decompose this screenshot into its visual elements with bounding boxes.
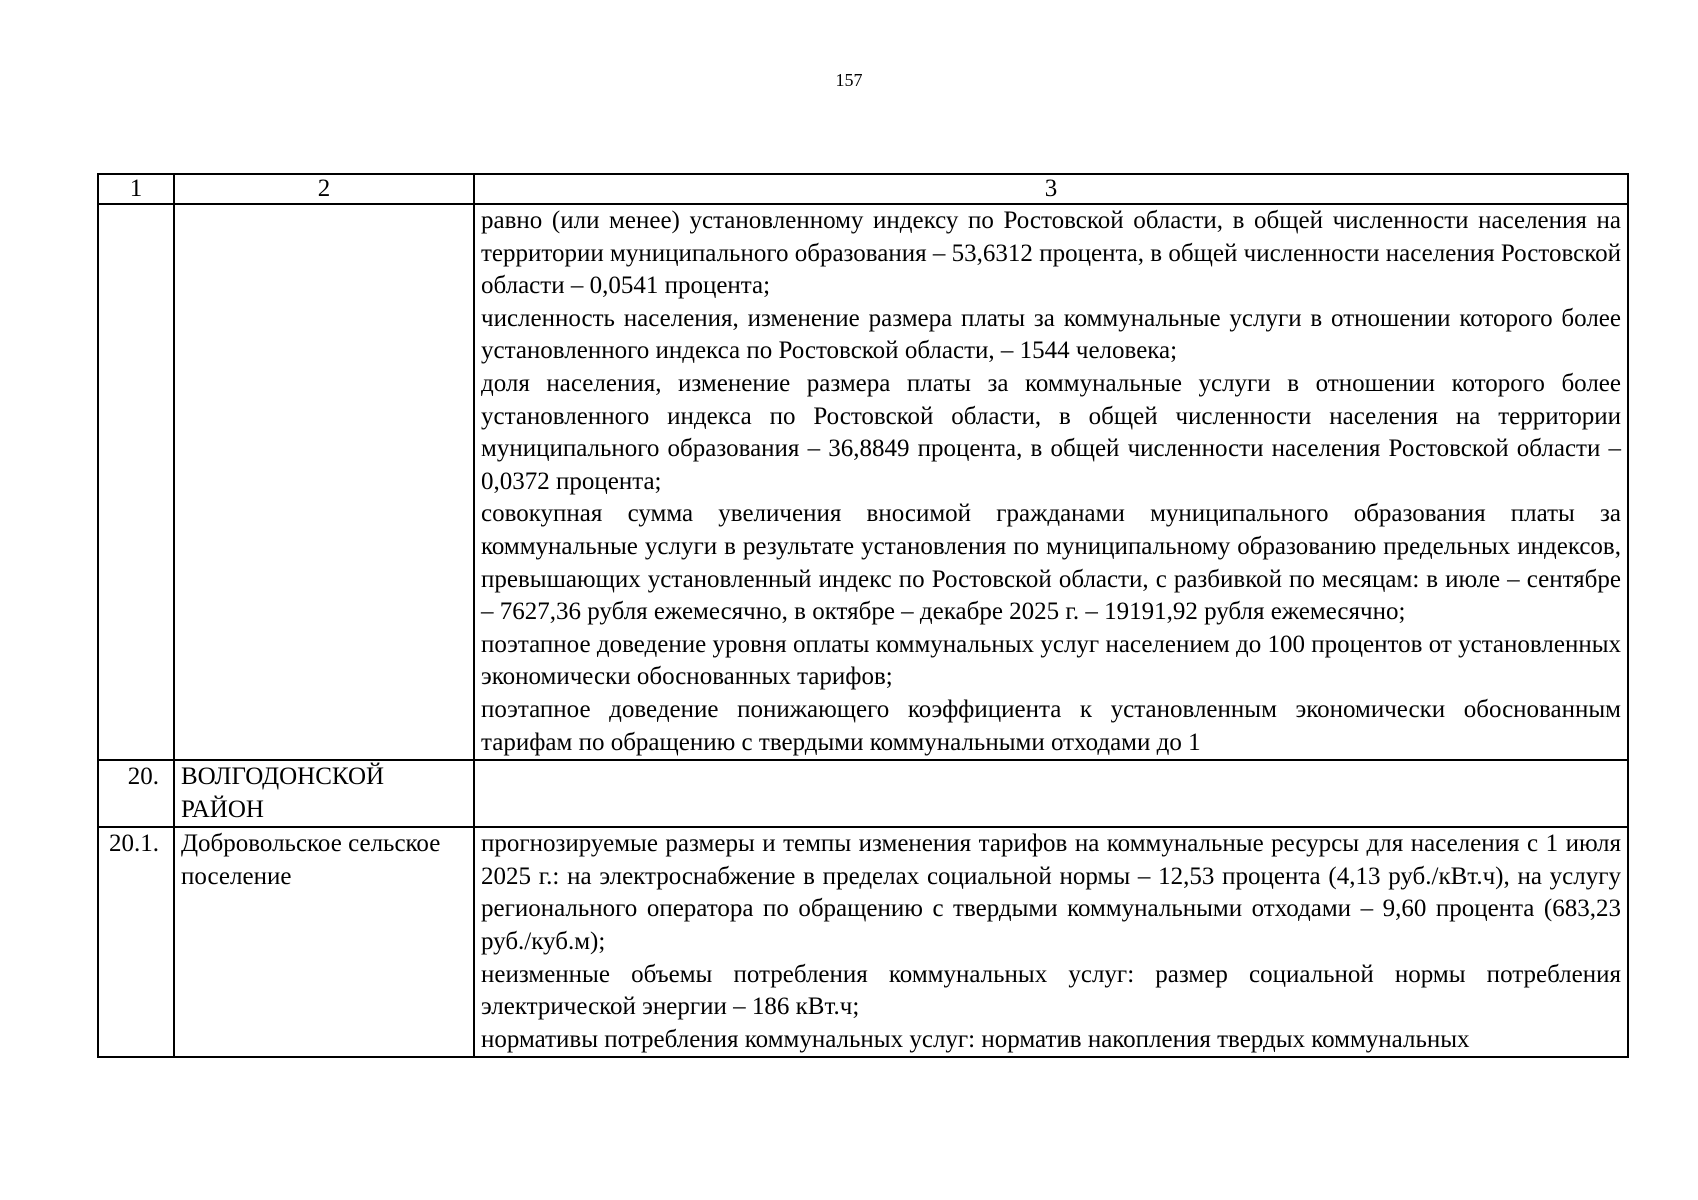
table-row-continuation	[98, 204, 1628, 760]
content-paragraph: нормативы потребления коммунальных услуг: норматив накопления твердых коммунальных	[481, 1025, 1470, 1053]
content-paragraph: численность населения, изменение размера платы за коммунальные услуги в отношении которого более установленного индекса по Ростовской области, – 1544 человека;	[481, 304, 1621, 365]
document-table	[97, 173, 1629, 1058]
content-paragraph: поэтапное доведение понижающего коэффициента к установленным экономически обоснованным тарифам по обращению с твердыми коммунальными отходами до 1	[481, 695, 1621, 756]
content-paragraph: прогнозируемые размеры и темпы изменения тарифов на коммунальные ресурсы для населения с 1 июля 2025 г.: на электроснабжение в пределах социальной нормы – 12,53 процента (4,13 руб./кВт.ч), на услугу регионального оператора по обращению с твердыми коммунальными отходами – 9,60 процента (683,23 руб./куб.м);	[481, 830, 1621, 956]
table-header-row	[98, 174, 1628, 204]
district-name-cell: ВОЛГОДОНСКОЙ РАЙОН	[174, 760, 474, 827]
content-paragraph: совокупная сумма увеличения вносимой гражданами муниципального образования платы за коммунальные услуги в результате установления по муниципальному образованию предельных индексов, превышающих установленный индекс по Ростовской области, с разбивкой по месяцам: в июле – сентябре – 7627,36 рубля ежемесячно, в октябре – декабре 2025 г. – 19191,92 рубля ежемесячно;	[481, 500, 1621, 626]
row-number-cell: 20.1.	[98, 827, 174, 1057]
row-content-cell	[474, 204, 1628, 760]
column-number-3: 3	[474, 174, 1628, 204]
column-number-1: 1	[98, 174, 174, 204]
row-name-cell	[174, 204, 474, 760]
content-paragraph: равно (или менее) установленному индексу по Ростовской области, в общей численности населения на территории муниципального образования – 53,6312 процента, в общей численности населения Ростовской области – 0,0541 процента;	[481, 207, 1621, 300]
row-content-cell	[474, 827, 1628, 1057]
table-row-district	[98, 760, 1628, 827]
row-content-cell	[474, 760, 1628, 827]
content-paragraph: неизменные объемы потребления коммунальных услуг: размер социальной нормы потребления электрической энергии – 186 кВт.ч;	[481, 960, 1621, 1021]
content-paragraph: поэтапное доведение уровня оплаты коммунальных услуг населением до 100 процентов от установленных экономически обоснованных тарифов;	[481, 630, 1621, 691]
row-number-cell: 20.	[98, 760, 174, 827]
page-number: 157	[835, 70, 863, 90]
row-number-cell	[98, 204, 174, 760]
table-row-settlement	[98, 827, 1628, 1057]
settlement-name-cell: Добровольское сельское поселение	[174, 827, 474, 1057]
content-paragraph: доля населения, изменение размера платы за коммунальные услуги в отношении которого более установленного индекса по Ростовской области, в общей численности населения на территории муниципального образования – 36,8849 процента, в общей численности населения Ростовской области – 0,0372 процента;	[481, 369, 1621, 495]
column-number-2: 2	[174, 174, 474, 204]
